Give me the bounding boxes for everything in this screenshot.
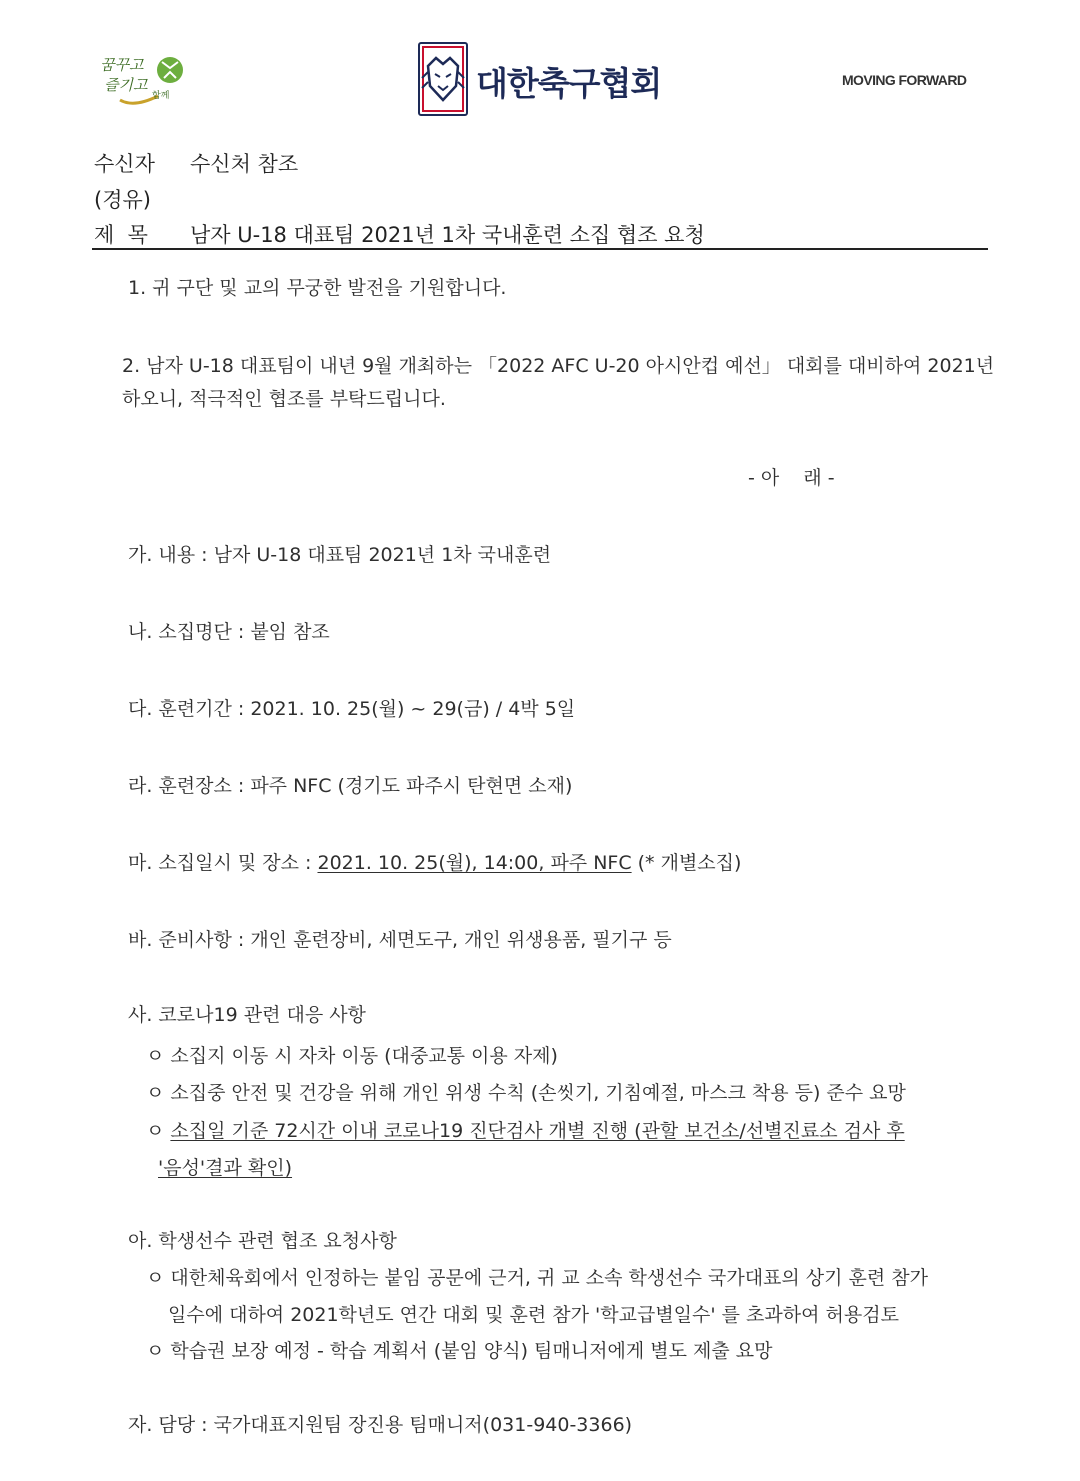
item-da: 다. 훈련기간 : 2021. 10. 25(월) ~ 29(금) / 4박 5일: [128, 698, 576, 720]
slogan: MOVING FORWARD: [842, 72, 967, 88]
kfa-crest: [418, 42, 468, 116]
svg-text:함께: 함께: [152, 91, 170, 101]
item-na: 나. 소집명단 : 붙임 참조: [128, 621, 330, 643]
sa-list-item: [146, 1116, 905, 1143]
sa-item3-bullet: ㅇ: [146, 1120, 171, 1142]
paragraph-1: 1. 귀 구단 및 교의 무궁한 발전을 기원합니다.: [128, 277, 507, 299]
a-item1-line-1: ㅇ 대한체육회에서 인정하는 붙임 공문에 근거, 귀 교 소속 학생선수 국가대표의 상기 훈련 참가: [146, 1267, 929, 1289]
sa-item3-line-2: '음성'결과 확인): [158, 1157, 293, 1179]
campaign-logo: [98, 48, 190, 110]
item-sa: 사. 코로나19 관련 대응 사항: [128, 1004, 366, 1026]
item-ma-label: 마. 소집일시 및 장소 :: [128, 852, 318, 874]
header-divider: [92, 248, 988, 250]
item-ba: 바. 준비사항 : 개인 훈련장비, 세면도구, 개인 위생용품, 필기구 등: [128, 929, 672, 951]
svg-text:즐기고: 즐기고: [104, 76, 148, 94]
sa-list-item: ㅇ 소집중 안전 및 건강을 위해 개인 위생 수칙 (손씻기, 기침예절, 마스크 착용 등) 준수 요망: [146, 1082, 906, 1104]
subject-label: 제 목: [94, 223, 148, 247]
sa-item3-line-1: 소집일 기준 72시간 이내 코로나19 진단검사 개별 진행 (관할 보건소/선별진료소 검사 후: [170, 1120, 905, 1142]
item-ma-note: (* 개별소집): [631, 852, 742, 874]
sa-list-item: ㅇ 소집지 이동 시 자차 이동 (대중교통 이용 자제): [146, 1045, 558, 1067]
org-name: 대한축구협회: [476, 64, 662, 103]
recipient-value: 수신처 참조: [190, 152, 299, 176]
svg-text:꿈꾸고: 꿈꾸고: [100, 56, 144, 74]
item-ja: 자. 담당 : 국가대표지원팀 장진용 팀매니저(031-940-3366): [128, 1414, 633, 1436]
below-heading: - 아 래 -: [748, 467, 835, 489]
via-label: (경유): [94, 188, 151, 212]
paragraph-2-line-2: 하오니, 적극적인 협조를 부탁드립니다.: [122, 388, 446, 410]
item-ma: [128, 848, 741, 875]
subject-value: 남자 U-18 대표팀 2021년 1차 국내훈련 소집 협조 요청: [190, 223, 705, 247]
item-ga: 가. 내용 : 남자 U-18 대표팀 2021년 1차 국내훈련: [128, 544, 552, 566]
paragraph-2-line-1: 2. 남자 U-18 대표팀이 내년 9월 개최하는 「2022 AFC U-20 아시안컵 예선」 대회를 대비하여 2021년: [122, 355, 995, 377]
recipient-label: 수신자: [94, 152, 155, 176]
a-item2: ㅇ 학습권 보장 예정 - 학습 계획서 (붙임 양식) 팀매니저에게 별도 제출 요망: [146, 1340, 773, 1362]
item-ma-value: 2021. 10. 25(월), 14:00, 파주 NFC: [317, 852, 632, 874]
item-ra: 라. 훈련장소 : 파주 NFC (경기도 파주시 탄현면 소재): [128, 775, 573, 797]
item-a: 아. 학생선수 관련 협조 요청사항: [128, 1230, 397, 1252]
a-item1-line-2: 일수에 대하여 2021학년도 연간 대회 및 훈련 참가 '학교급별일수' 를 초과하여 허용검토: [168, 1304, 899, 1326]
